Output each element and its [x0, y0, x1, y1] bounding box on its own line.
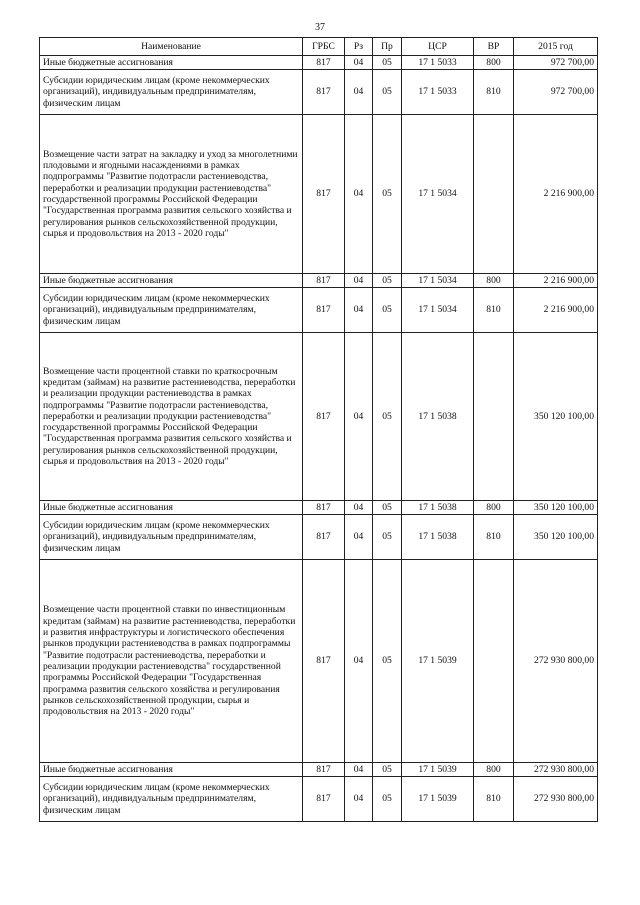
cell-csr: 17 1 5038 — [402, 333, 474, 501]
cell-vr — [474, 333, 514, 501]
cell-rz: 04 — [345, 333, 373, 501]
cell-name: Иные бюджетные ассигнования — [40, 763, 303, 777]
cell-vr: 810 — [474, 70, 514, 115]
cell-pr: 05 — [373, 777, 402, 822]
cell-name: Возмещение части процентной ставки по инвестиционным кредитам (займам) на развитие растениеводства, переработки и развития инфраструктуры и логистического обеспечения рынков продукции растениеводства в рамках подпрограммы "Развитие подотрасли растениеводства, переработки и реализации продукции растениеводства" государственной программы Российской Федерации "Государственная программа развития сельского хозяйства и регулирования рынков сельскохозяйственной продукции, сырья и продовольствия на 2013 - 2020 годы" — [40, 560, 303, 763]
cell-vr — [474, 560, 514, 763]
header-year-2015: 2015 год — [514, 38, 598, 56]
cell-name: Возмещение части процентной ставки по краткосрочным кредитам (займам) на развитие растениеводства, переработки и реализации продукции растениеводства в рамках подпрограммы "Развитие подотрасли растениеводства, переработки и реализации продукции растениеводства" государственной программы Российской Федерации "Государственная программа развития сельского хозяйства и регулирования рынков сельскохозяйственной продукции, сырья и продовольствия на 2013 - 2020 годы" — [40, 333, 303, 501]
cell-name: Возмещение части затрат на закладку и уход за многолетними плодовыми и ягодными насаждениями в рамках подпрограммы "Развитие подотрасли растениеводства, переработки и реализации продукции растениеводства" государственной программы Российской Федерации "Государственная программа развития сельского хозяйства и регулирования рынков сельскохозяйственной продукции, сырья и продовольствия на 2013 - 2020 годы" — [40, 115, 303, 274]
cell-amount-2015: 2 216 900,00 — [514, 288, 598, 333]
cell-csr: 17 1 5034 — [402, 288, 474, 333]
table-row — [40, 274, 598, 288]
cell-amount-2015: 350 120 100,00 — [514, 501, 598, 515]
cell-pr: 05 — [373, 515, 402, 560]
cell-rz: 04 — [345, 288, 373, 333]
table-row — [40, 560, 598, 763]
cell-rz: 04 — [345, 274, 373, 288]
cell-amount-2015: 272 930 800,00 — [514, 763, 598, 777]
table-row — [40, 515, 598, 560]
cell-pr: 05 — [373, 70, 402, 115]
cell-pr: 05 — [373, 333, 402, 501]
table-row — [40, 333, 598, 501]
cell-rz: 04 — [345, 515, 373, 560]
cell-csr: 17 1 5039 — [402, 777, 474, 822]
cell-vr: 800 — [474, 763, 514, 777]
cell-pr: 05 — [373, 56, 402, 70]
cell-amount-2015: 272 930 800,00 — [514, 777, 598, 822]
cell-pr: 05 — [373, 274, 402, 288]
cell-grbs: 817 — [303, 115, 345, 274]
cell-vr: 810 — [474, 515, 514, 560]
cell-amount-2015: 350 120 100,00 — [514, 515, 598, 560]
cell-vr — [474, 115, 514, 274]
header-vr: ВР — [474, 38, 514, 56]
cell-grbs: 817 — [303, 501, 345, 515]
table-row — [40, 501, 598, 515]
cell-csr: 17 1 5038 — [402, 501, 474, 515]
page-number: 37 — [315, 22, 325, 33]
table-row — [40, 56, 598, 70]
header-csr: ЦСР — [402, 38, 474, 56]
table-body — [40, 56, 598, 822]
table-row — [40, 763, 598, 777]
cell-grbs: 817 — [303, 515, 345, 560]
cell-name: Иные бюджетные ассигнования — [40, 501, 303, 515]
cell-rz: 04 — [345, 56, 373, 70]
cell-amount-2015: 2 216 900,00 — [514, 274, 598, 288]
cell-rz: 04 — [345, 115, 373, 274]
cell-csr: 17 1 5034 — [402, 274, 474, 288]
cell-amount-2015: 272 930 800,00 — [514, 560, 598, 763]
cell-grbs: 817 — [303, 333, 345, 501]
cell-name: Иные бюджетные ассигнования — [40, 56, 303, 70]
cell-grbs: 817 — [303, 56, 345, 70]
cell-amount-2015: 972 700,00 — [514, 70, 598, 115]
cell-name: Субсидии юридическим лицам (кроме некоммерческих организаций), индивидуальным предпринимателям, физическим лицам — [40, 288, 303, 333]
cell-grbs: 817 — [303, 274, 345, 288]
cell-rz: 04 — [345, 763, 373, 777]
cell-csr: 17 1 5038 — [402, 515, 474, 560]
cell-amount-2015: 972 700,00 — [514, 56, 598, 70]
cell-rz: 04 — [345, 560, 373, 763]
budget-table — [39, 37, 598, 822]
cell-rz: 04 — [345, 777, 373, 822]
header-grbs: ГРБС — [303, 38, 345, 56]
cell-name: Субсидии юридическим лицам (кроме некоммерческих организаций), индивидуальным предпринимателям, физическим лицам — [40, 515, 303, 560]
table-row — [40, 777, 598, 822]
cell-csr: 17 1 5033 — [402, 56, 474, 70]
cell-grbs: 817 — [303, 777, 345, 822]
cell-grbs: 817 — [303, 70, 345, 115]
cell-amount-2015: 350 120 100,00 — [514, 333, 598, 501]
cell-csr: 17 1 5034 — [402, 115, 474, 274]
table-header-row — [40, 38, 598, 56]
cell-grbs: 817 — [303, 763, 345, 777]
cell-csr: 17 1 5039 — [402, 763, 474, 777]
cell-name: Иные бюджетные ассигнования — [40, 274, 303, 288]
cell-pr: 05 — [373, 560, 402, 763]
cell-vr: 810 — [474, 288, 514, 333]
cell-pr: 05 — [373, 115, 402, 274]
header-name: Наименование — [40, 38, 303, 56]
cell-vr: 810 — [474, 777, 514, 822]
header-rz: Рз — [345, 38, 373, 56]
cell-grbs: 817 — [303, 288, 345, 333]
cell-vr: 800 — [474, 56, 514, 70]
cell-name: Субсидии юридическим лицам (кроме некоммерческих организаций), индивидуальным предпринимателям, физическим лицам — [40, 70, 303, 115]
cell-name: Субсидии юридическим лицам (кроме некоммерческих организаций), индивидуальным предпринимателям, физическим лицам — [40, 777, 303, 822]
header-pr: Пр — [373, 38, 402, 56]
cell-csr: 17 1 5033 — [402, 70, 474, 115]
table-row — [40, 70, 598, 115]
cell-rz: 04 — [345, 70, 373, 115]
table-row — [40, 115, 598, 274]
cell-pr: 05 — [373, 288, 402, 333]
cell-pr: 05 — [373, 763, 402, 777]
table-row — [40, 288, 598, 333]
cell-rz: 04 — [345, 501, 373, 515]
cell-amount-2015: 2 216 900,00 — [514, 115, 598, 274]
cell-pr: 05 — [373, 501, 402, 515]
cell-grbs: 817 — [303, 560, 345, 763]
cell-vr: 800 — [474, 274, 514, 288]
cell-csr: 17 1 5039 — [402, 560, 474, 763]
cell-vr: 800 — [474, 501, 514, 515]
